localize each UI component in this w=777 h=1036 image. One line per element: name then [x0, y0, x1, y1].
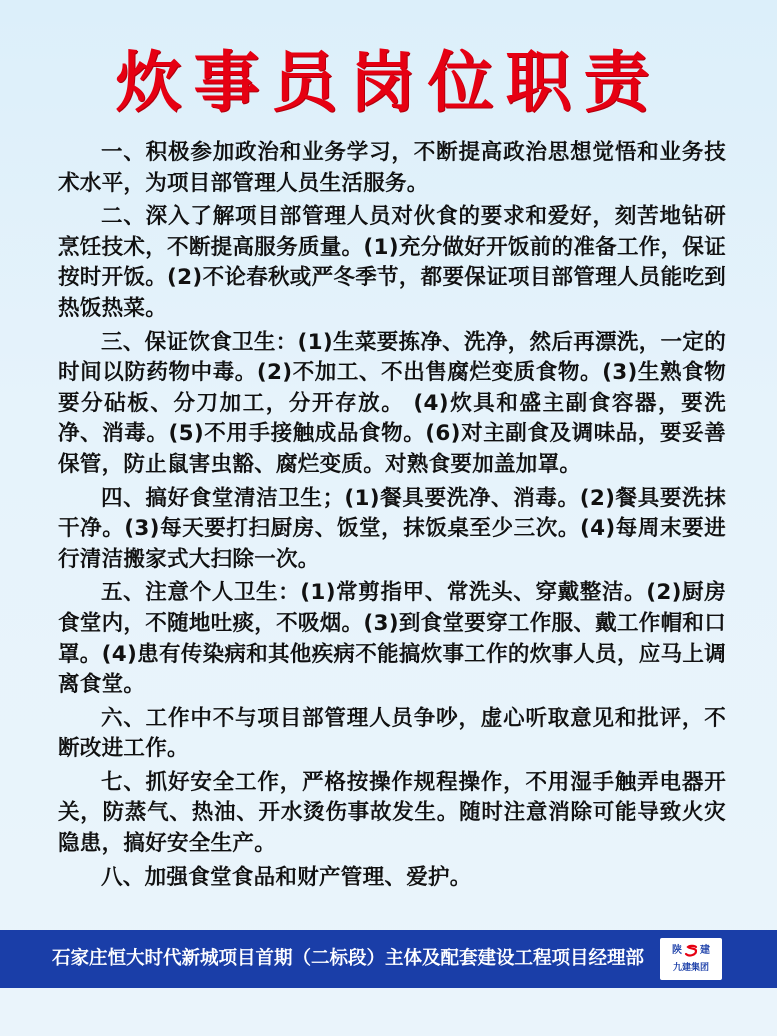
duty-paragraph-2: 二、深入了解项目部管理人员对伙食的要求和爱好，刻苦地钻研烹饪技术，不断提高服务质量。(1)充分做好开饭前的准备工作，保证按时开饭。(2)不论春秋或严冬季节，都要保证项目部管理人员能吃到热饭热菜。 — [58, 204, 726, 321]
company-logo — [660, 938, 722, 980]
footer-organization: 石家庄恒大时代新城项目首期（二标段）主体及配套建设工程项目经理部 — [52, 948, 645, 969]
logo-left-char: 陕 — [672, 945, 682, 956]
logo-top-row — [664, 942, 718, 960]
duty-paragraph-4: 四、搞好食堂清洁卫生；(1)餐具要洗净、消毒。(2)餐具要洗抹干净。(3)每天要打扫厨房、饭堂，抹饭桌至少三次。(4)每周末要进行清洁搬家式大扫除一次。 — [58, 485, 726, 572]
duty-paragraph-1: 一、积极参加政治和业务学习，不断提高政治思想觉悟和业务技术水平，为项目部管理人员生活服务。 — [58, 140, 726, 196]
bottom-margin — [0, 988, 777, 1036]
duty-paragraph-3: 三、保证饮食卫生：(1)生菜要拣净、洗净，然后再漂洗，一定的时间以防药物中毒。(2)不加工、不出售腐烂变质食物。(3)生熟食物要分砧板、分刀加工，分开存放。 (4)炊具和盛主副食容器，要洗净、消毒。(5)不用手接触成品食物。(6)对主副食及调味品，要妥善保管，防止鼠害虫豁、腐烂变质。对熟食要加盖加罩。 — [58, 329, 726, 477]
poster-title: 炊事员岗位职责 — [115, 44, 662, 121]
logo-caption: 九建集团 — [672, 963, 709, 973]
footer-bar — [0, 930, 777, 988]
duty-paragraph-8: 八、加强食堂食品和财产管理、爱护。 — [101, 864, 472, 890]
duty-paragraph-6: 六、工作中不与项目部管理人员争吵，虚心听取意见和批评，不断改进工作。 — [58, 705, 726, 762]
duties-body — [58, 138, 726, 896]
duty-paragraph-5: 五、注意个人卫生：(1)常剪指甲、常洗头、穿戴整洁。(2)厨房食堂内，不随地吐痰，不吸烟。(3)到食堂要穿工作服、戴工作帽和口罩。(4)患有传染病和其他疾病不能搞炊事工作的炊事人员，应马上调离食堂。 — [58, 580, 726, 698]
logo-right-char: 建 — [700, 945, 710, 956]
logo-swoosh-icon — [684, 944, 698, 958]
duty-paragraph-7: 七、抓好安全工作，严格按操作规程操作，不用湿手触弄电器开关，防蒸气、热油、开水烫伤事故发生。随时注意消除可能导致火灾隐患，搞好安全生产。 — [58, 769, 726, 857]
